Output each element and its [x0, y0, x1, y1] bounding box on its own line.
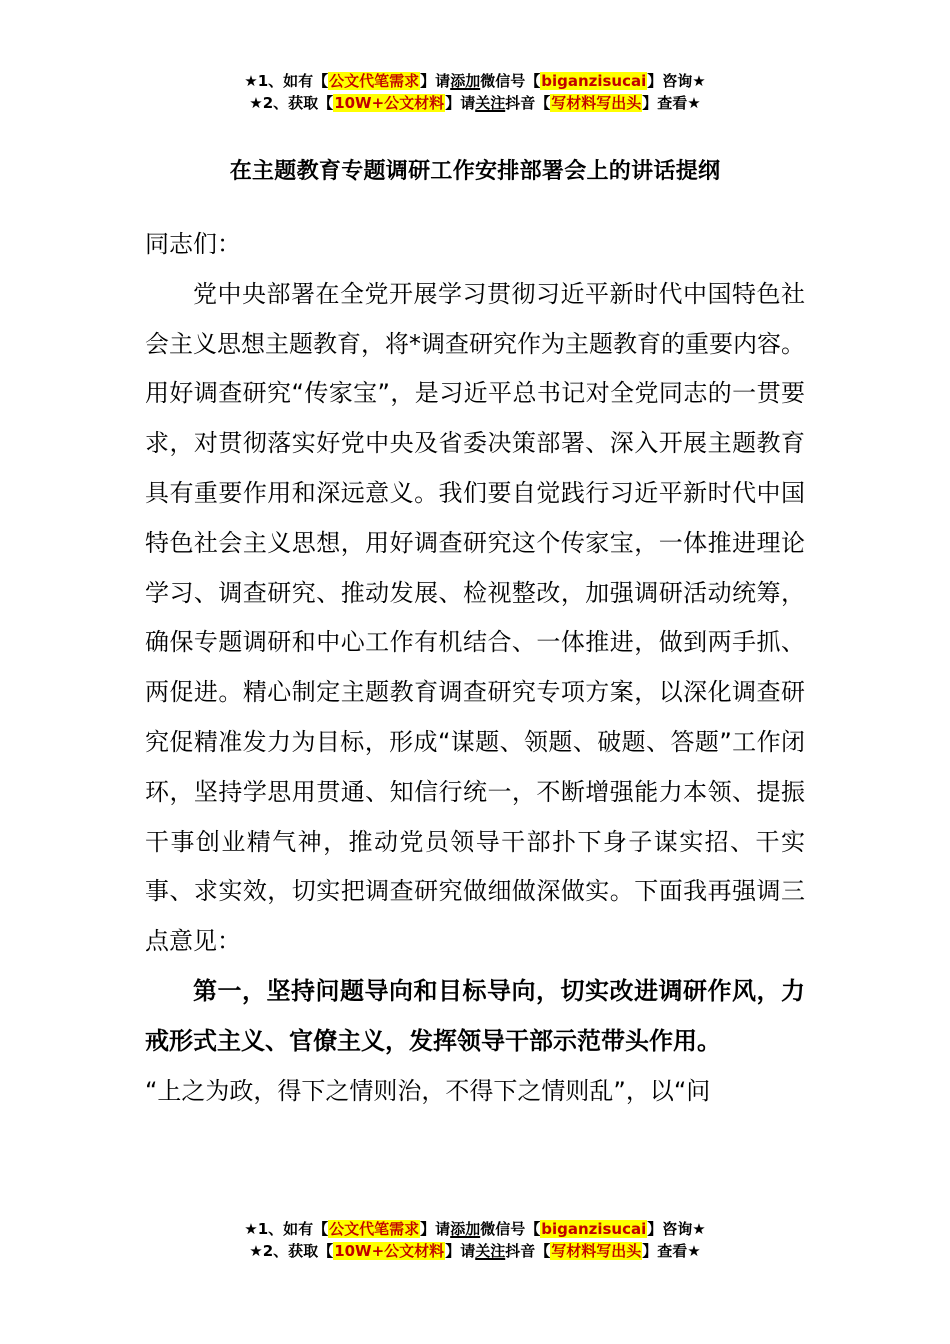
highlight-douyin: 写材料写出头	[551, 1242, 642, 1260]
highlight-materials: 10W+公文材料	[334, 1242, 445, 1260]
document-body	[145, 220, 805, 1116]
salutation: 同志们：	[145, 230, 241, 258]
footer-banner	[0, 1218, 950, 1262]
paragraph-intro: 党中央部署在全党开展学习贯彻习近平新时代中国特色社会主义思想主题教育，将*调查研究作为主题教育的重要内容。用好调查研究“传家宝”，是习近平总书记对全党同志的一贯要求，对贯彻落实好党中央及省委决策部署、深入开展主题教育具有重要作用和深远意义。我们要自觉践行习近平新时代中国特色社会主义思想，用好调查研究这个传家宝，一体推进理论学习、调查研究、推动发展、检视整改，加强调研活动统筹，确保专题调研和中心工作有机结合、一体推进，做到两手抓、两促进。精心制定主题教育调查研究专项方案，以深化调查研究促精准发力为目标，形成“谋题、领题、破题、答题”工作闭环，坚持学思用贯通、知信行统一，不断增强能力本领、提振干事创业精气神，推动党员领导干部扑下身子谋实招、干实事、求实效，切实把调查研究做细做深做实。下面我再强调三点意见：	[145, 279, 805, 956]
document-title: 在主题教育专题调研工作安排部署会上的讲话提纲	[229, 159, 721, 184]
banner-line-1: ★1、如有【公文代笔需求】请添加微信号【biganzisucai】咨询★	[244, 1220, 706, 1238]
paragraph-2: “上之为政，得下之情则治，不得下之情则乱”，以“问	[145, 1076, 711, 1105]
highlight-materials: 10W+公文材料	[334, 94, 445, 112]
banner-line-1: ★1、如有【公文代笔需求】请添加微信号【biganzisucai】咨询★	[244, 72, 706, 90]
highlight-douyin: 写材料写出头	[551, 94, 642, 112]
highlight-wechat-id: biganzisucai	[541, 1220, 647, 1238]
header-banner	[0, 70, 950, 114]
banner-line-2: ★2、获取【10W+公文材料】请关注抖音【写材料写出头】查看★	[249, 94, 701, 112]
highlight-service: 公文代笔需求	[329, 72, 420, 90]
section-heading-1: 第一，坚持问题导向和目标导向，切实改进调研作风，力戒形式主义、官僚主义，发挥领导干部示范带头作用。	[145, 976, 805, 1055]
highlight-service: 公文代笔需求	[329, 1220, 420, 1238]
banner-line-2: ★2、获取【10W+公文材料】请关注抖音【写材料写出头】查看★	[249, 1242, 701, 1260]
highlight-wechat-id: biganzisucai	[541, 72, 647, 90]
